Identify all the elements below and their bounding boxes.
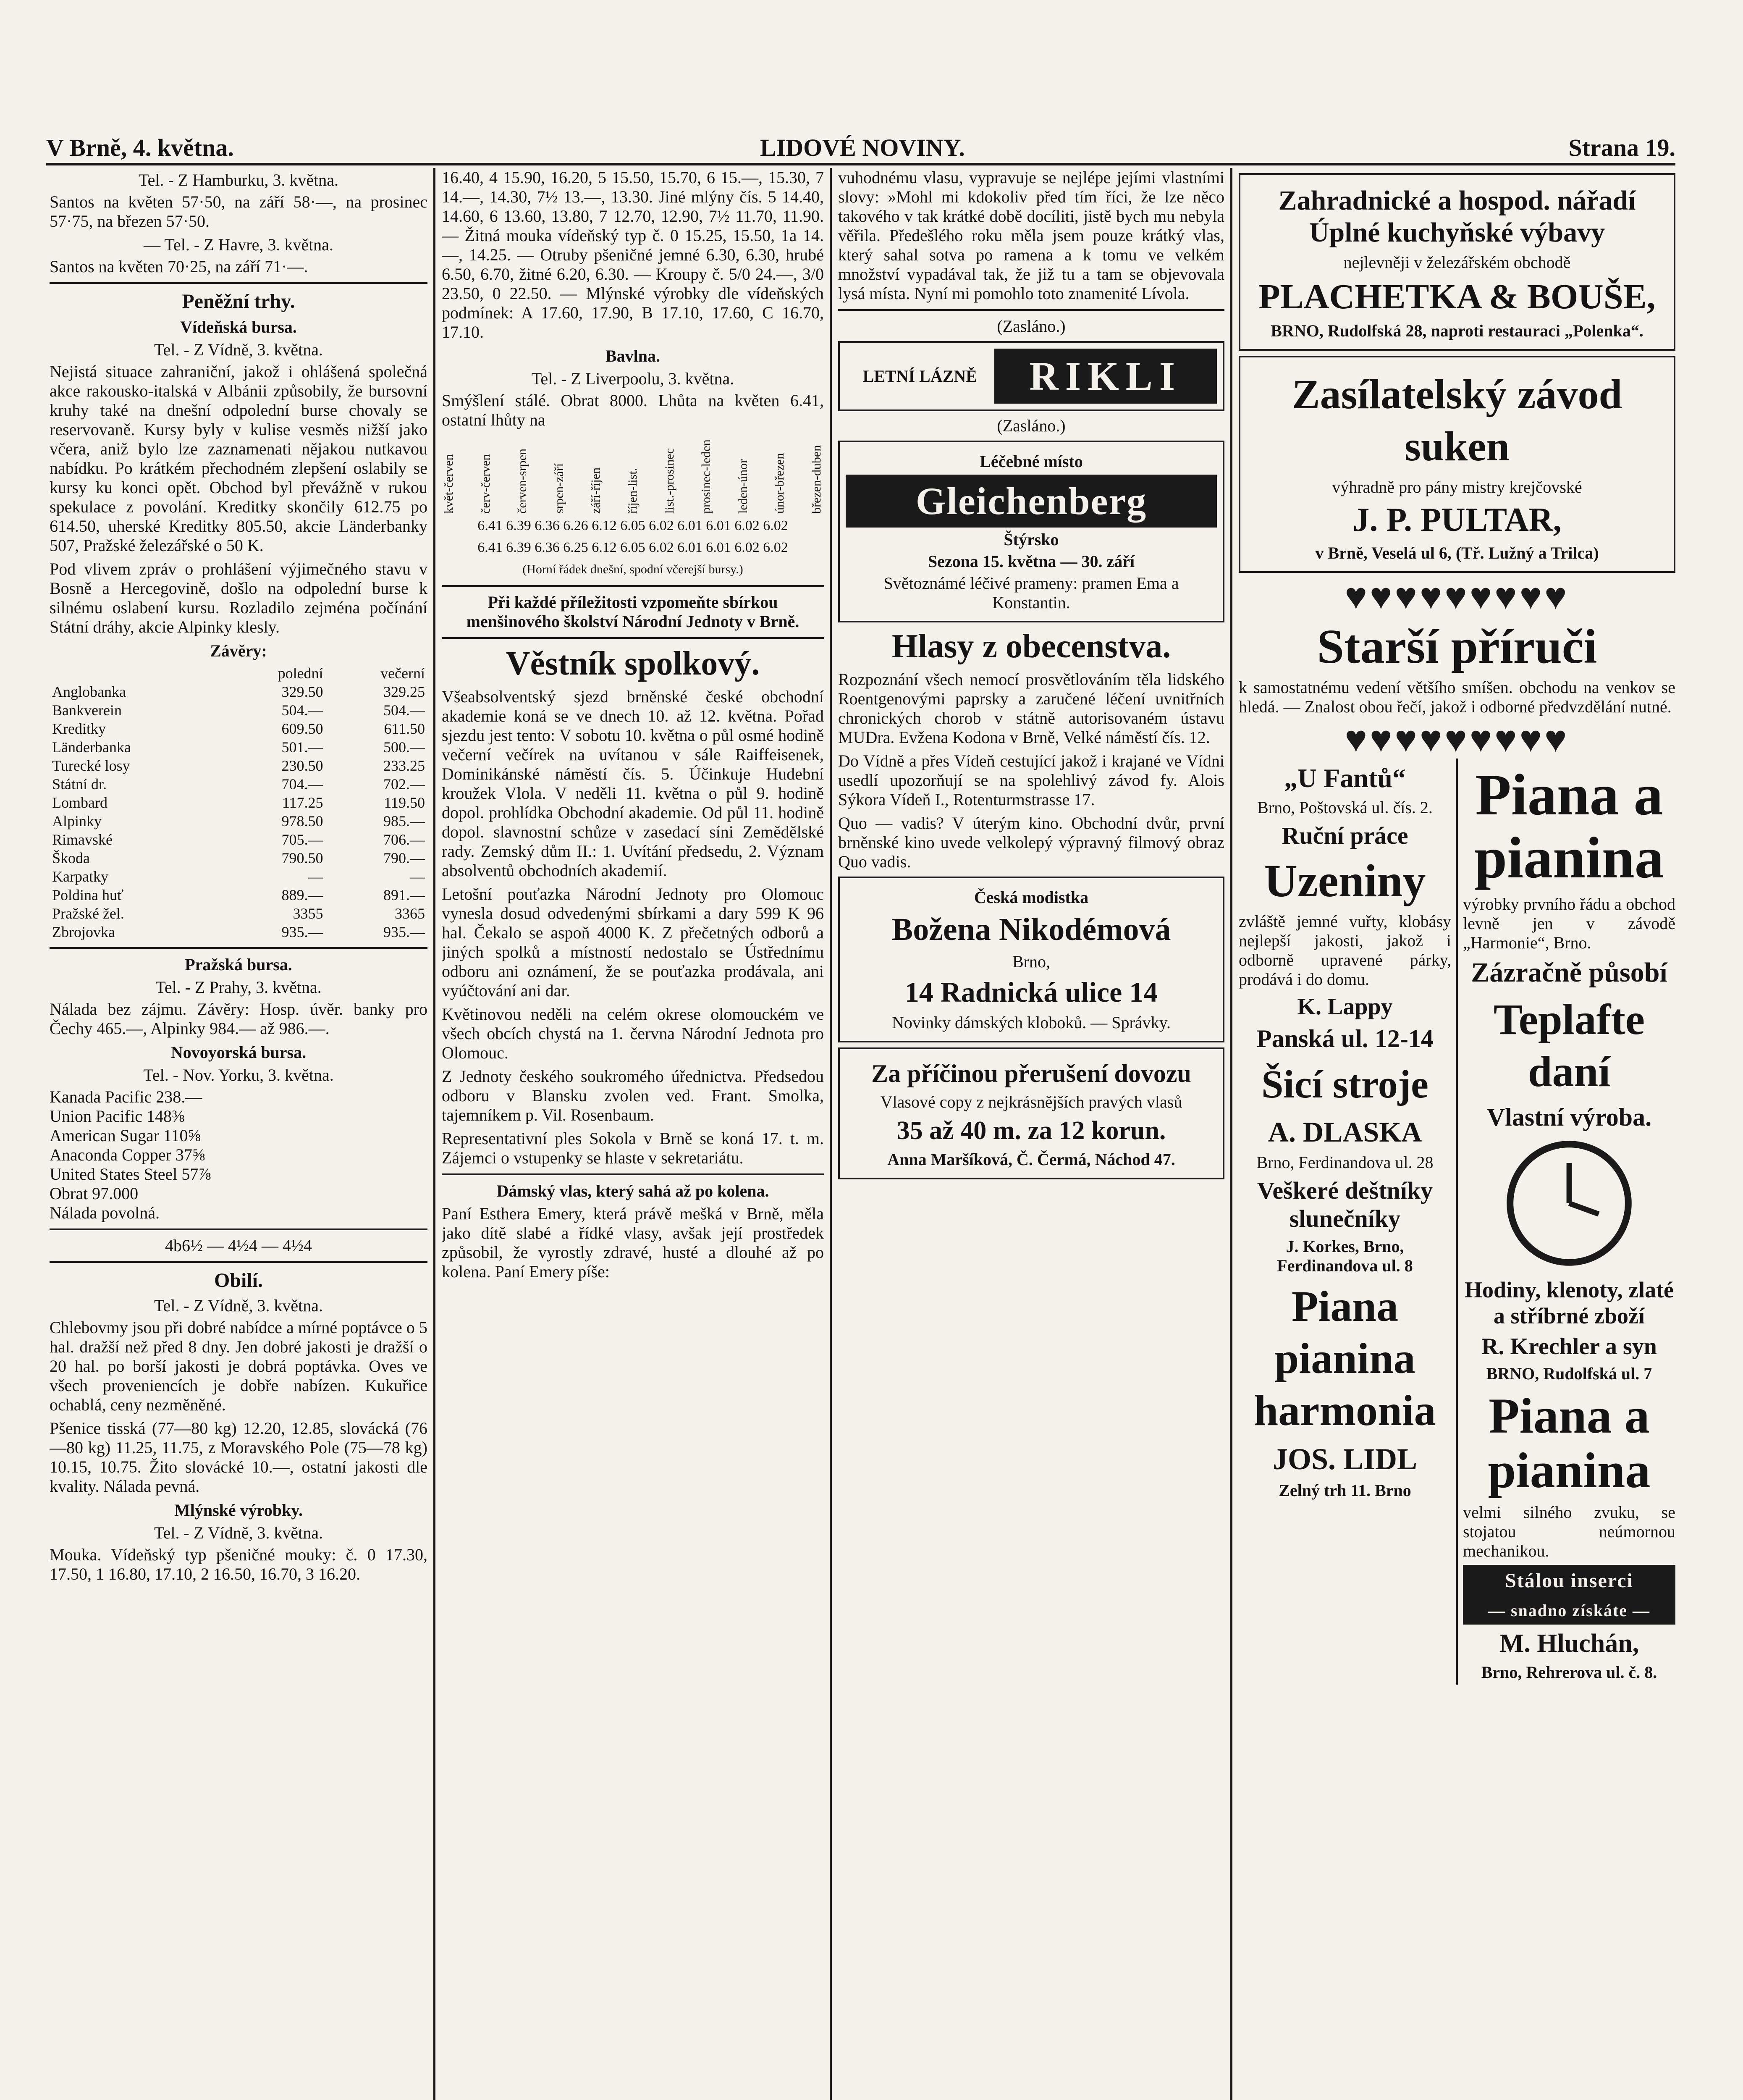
ad-text: Brno,	[1012, 952, 1050, 971]
list-item: Kanada Pacific 238.—	[50, 1087, 202, 1106]
text-line: Santos na květen 70·25, na září 71·—.	[50, 257, 308, 276]
article-paragraph: Smýšlení stálé. Obrat 8000. Lhůta na květen 6.41, ostatní lhůty na	[442, 391, 824, 429]
ad-text: nejlevněji v železářském obchodě	[1343, 253, 1571, 272]
list-item: American Sugar 110⅝	[50, 1126, 201, 1145]
section-title: Hlasy z obecenstva.	[891, 628, 1171, 665]
text-line: Santos na květen 57·50, na září 58·—, na prosinec 57·75, na březen 57·50.	[50, 192, 427, 231]
subheading: Mlýnské výrobky.	[174, 1501, 303, 1520]
zaslano-label: (Zasláno.)	[997, 317, 1066, 336]
ad-text: Světoznámé léčivé prameny: pramen Ema a Konstantin.	[883, 574, 1179, 612]
table-row	[50, 812, 427, 830]
subheading: Novoyorská bursa.	[170, 1043, 307, 1062]
ad-big: Piana pianina harmonia	[1254, 1282, 1436, 1435]
ad-title: „U Fantů“	[1284, 763, 1406, 793]
table-cell: 504.—	[281, 702, 323, 719]
cotton-month-label: říjen-list.	[625, 467, 640, 514]
table-header-row	[50, 664, 427, 682]
clock-icon	[1463, 1136, 1675, 1273]
table-cell: 609.50	[281, 720, 323, 737]
inserce-strip: — snadno získáte —	[1463, 1596, 1675, 1625]
cotton-month-label: červen-srpen	[515, 449, 529, 514]
table-row	[50, 719, 427, 738]
cotton-month-label: srpen-září	[552, 463, 566, 514]
table-cell: Rimavské	[52, 831, 113, 848]
table-cell: 891.—	[383, 887, 425, 903]
article-paragraph: Paní Esthera Emery, která právě mešká v Brně, měla jako dítě slabé a řídké vlasy, avšak její prostředek způsobil, že vyrostly zdravé, husté a dlouhé až po kolena. Paní Emery píše:	[442, 1204, 824, 1281]
table-cell: 119.50	[384, 794, 425, 811]
divider	[442, 637, 824, 639]
table-row	[50, 738, 427, 756]
table-cell: 233.25	[383, 757, 425, 774]
article-paragraph: Rozpoznání všech nemocí prosvětlováním těla lidského Roentgenovými paprsky a zaručené léčení uvnitřních chronických chorob v státně autorisovaném ústavu MUDra. Evžena Kodona v Brně, Velké náměstí čís. 12.	[838, 670, 1224, 747]
dateline: Tel. - Z Vídně, 3. května.	[154, 1523, 323, 1542]
ad-text: Vlasové copy z nejkrásnějších pravých vlasů	[880, 1092, 1182, 1111]
article-paragraph: Pšenice tisská (77—80 kg) 12.20, 12.85, slovácká (76—80 kg) 11.25, 11.75, z Moravského Pole (75—78 kg) 10.15, 10.75. Žito slovácké 10.—, ostatní jakosti dle kvality. Nálada pevná.	[50, 1419, 427, 1496]
ad-name: R. Krechler a syn	[1481, 1334, 1657, 1360]
rikli-ad	[838, 341, 1224, 411]
table-cell: 230.50	[281, 757, 323, 774]
spa-name: Gleichenberg	[846, 475, 1217, 528]
table-row	[50, 775, 427, 793]
page-number: Strana 19.	[1568, 134, 1675, 161]
cotton-month-label: leden-únor	[736, 459, 750, 514]
table-row	[50, 793, 427, 812]
table-row	[50, 682, 427, 701]
table-cell: 935.—	[383, 924, 425, 940]
divider	[50, 282, 427, 284]
table-cell: 790.—	[383, 850, 425, 866]
article-paragraph: Květinovou neděli na celém okrese olomouckém ve všech obcích chystá na 1. června Národní Jednota pro Olomouc.	[442, 1005, 824, 1062]
column-1	[50, 168, 427, 2100]
ny-quotes-list	[50, 1087, 427, 1223]
hair-ad	[838, 1047, 1224, 1179]
ad-text: J. Korkes, Brno, Ferdinandova ul. 8	[1277, 1237, 1413, 1275]
ad-address: Panská ul. 12-14	[1256, 1025, 1434, 1053]
divider	[50, 947, 427, 949]
table-cell: Turecké losy	[52, 757, 130, 774]
table-cell: 501.—	[281, 739, 323, 756]
table-cell: 500.—	[383, 739, 425, 756]
header-rule	[46, 163, 1675, 165]
table-row	[50, 886, 427, 904]
ad-name: PLACHETKA & BOUŠE,	[1258, 277, 1656, 316]
article-paragraph: Všeabsolventský sjezd brněnské české obchodní akademie koná se ve dnech 10. až 12. května. Pořad sjezdu jest tento: V sobotu 10. května o půl osmé hodině večerní večírek na uvítanou v sále Raiffeisenek, Dominikánské náměstí čís. 5. Účinkuje Hudební kroužek Vlola. V neděli 11. května o půl 9. hodině dopol. prohlídka Obchodní akademie. Od půl 11. hodině dopol. slavnostní schůze v zasedací síni Zemědělské rady. Zemský dům II.: 1. Uvítání předsedu, 2. Význam absolventů obchodních akademií.	[442, 687, 824, 880]
ornament-border: ♥♥♥♥♥♥♥♥♥	[1345, 576, 1570, 617]
divider	[838, 309, 1224, 311]
ad-name: K. Lappy	[1297, 994, 1393, 1020]
divider	[442, 1173, 824, 1175]
list-item: Union Pacific 148⅜	[50, 1107, 185, 1126]
table-cell: 985.—	[383, 813, 425, 830]
list-item: United States Steel 57⅞	[50, 1165, 211, 1184]
table-row	[50, 756, 427, 775]
cotton-month-label: květ-červen	[442, 454, 456, 514]
ad-title: Hodiny, klenoty, zlaté a stříbrné zboží	[1464, 1277, 1674, 1328]
table-cell: Länderbanka	[52, 739, 131, 756]
ad-address: 14 Radnická ulice 14	[904, 976, 1158, 1008]
table-header-cell: večerní	[380, 665, 425, 682]
article-paragraph: Mouka. Vídeňský typ pšeničné mouky: č. 0 17.30, 17.50, 1 16.80, 17.10, 2 16.50, 16.70, 3 16.20.	[50, 1545, 427, 1583]
table-cell: 704.—	[281, 776, 323, 793]
text-line: Tel. - Z Hamburku, 3. května.	[139, 171, 338, 189]
ad-big: Teplafte daní	[1493, 995, 1645, 1096]
table-cell: 329.25	[383, 683, 425, 700]
subheading: Závěry:	[210, 641, 267, 660]
table-row	[50, 904, 427, 923]
table-cell: 706.—	[383, 831, 425, 848]
section-title: Věstník spolkový.	[506, 645, 760, 682]
ad-sub: Ruční práce	[1282, 822, 1408, 849]
section-title: Obilí.	[214, 1269, 263, 1292]
table-cell: 329.50	[281, 683, 323, 700]
article-paragraph: Z Jednoty českého soukromého úřednictva. Předsedou odboru v Blansku zvolen ved. Frant. Smolka, tajemníkem p. Vil. Rosenbaum.	[442, 1067, 824, 1124]
closing-prices-table	[50, 664, 427, 941]
zaslano-label: (Zasláno.)	[997, 416, 1066, 435]
list-item: Obrat 97.000	[50, 1184, 139, 1203]
subheading: Bavlna.	[605, 346, 661, 365]
ad-text: Zelný trh 11. Brno	[1279, 1481, 1411, 1500]
dateline: Tel. - Z Vídně, 3. května.	[154, 340, 323, 359]
spa-ad	[838, 441, 1224, 622]
ad-text: výhradně pro pány mistry krejčovské	[1332, 478, 1582, 496]
ad-text: velmi silného zvuku, se stojatou neúmornou mechanikou.	[1463, 1503, 1675, 1560]
ad-text: výrobky prvního řádu a obchod levně jen v závodě „Harmonie“, Brno.	[1463, 895, 1675, 952]
table-cell: Karpatky	[52, 868, 108, 885]
cotton-month-label: únor-březen	[773, 453, 787, 514]
column-3	[838, 168, 1224, 2100]
table-cell: 935.—	[281, 924, 323, 940]
ad-title: LETNÍ LÁZNĚ	[862, 367, 977, 386]
header-date: V Brně, 4. května.	[46, 134, 234, 161]
ad-text: Brno, Ferdinandova ul. 28	[1256, 1153, 1434, 1172]
ad-title: Vlastní výroba.	[1486, 1103, 1652, 1131]
modistka-ad	[838, 877, 1224, 1042]
cotton-month-label: březen-duben	[809, 445, 823, 514]
article-paragraph: Do Vídně a přes Vídeň cestující jakož i krajané ve Vídni usedlí upozorňují se na spolehlivý závod fy. Alois Sýkora Vídeň I., Rotenturmstrasse 17.	[838, 751, 1224, 809]
ad-text: Brno, Poštovská ul. čís. 2.	[1257, 798, 1433, 817]
ad-big: Šicí stroje	[1261, 1063, 1428, 1106]
ad-text: Sezona 15. května — 30. září	[928, 552, 1135, 571]
ad-text: k samostatnému vedení většího smíšen. obchodu na venkov se hledá. — Znalost obou řečí, jakož i odborné předvzdělání nutné.	[1239, 678, 1675, 716]
table-cell: 611.50	[384, 720, 425, 737]
table-cell: Poldina huť	[52, 887, 124, 903]
ad-title: Veškeré deštníky slunečníky	[1257, 1177, 1433, 1232]
list-item: Nálada povolná.	[50, 1203, 160, 1222]
cotton-month-labels	[442, 434, 824, 514]
ad-big-name: RIKLI	[994, 349, 1217, 404]
table-cell: Alpinky	[52, 813, 102, 830]
appeal-notice: Při každé příležitosti vzpomeňte sbírkou menšinového školství Národní Jednoty v Brně.	[466, 593, 799, 631]
ad-price: 35 až 40 m. za 12 korun.	[896, 1116, 1166, 1145]
cotton-month-label: září-říjen	[589, 467, 603, 514]
ad-text: Novinky dámských kloboků. — Správky.	[891, 1013, 1171, 1032]
table-cell: Bankverein	[52, 702, 122, 719]
cotton-row: 6.41 6.39 6.36 6.25 6.12 6.05 6.02 6.01 6.01 6.02 6.02	[477, 540, 788, 555]
ad-title: Starší příruči	[1317, 620, 1597, 674]
ad-text: v Brně, Veselá ul 6, (Tř. Lužný a Trilca)	[1315, 543, 1599, 562]
article-paragraph: Quo — vadis? V úterým kino. Obchodní dvůr, první brněnské kino uvede velkolepý výpravný filmový obraz Quo vadis.	[838, 814, 1224, 871]
table-header-cell	[50, 664, 222, 682]
article-paragraph: Pod vlivem zpráv o prohlášení výjimečného stavu v Bosně a Hercegovině, došlo na odpolední burse k silnému oslabení kursu. Rozladilo zejména počínání Státní dráhy, akcie Alpinky klesly.	[50, 559, 427, 636]
article-paragraph: Chlebovmy jsou při dobré nabídce a mírné poptávce o 5 hal. dražší než před 8 dny. Jen dobré jakosti je dražší o 20 hal. po borší jakosti je dobrá poptávka. Oves ve všech proveniencích je dobře nabízen. Kukuřice ochablá, ceny nezměněné.	[50, 1318, 427, 1414]
ad-big: Piana a pianina	[1474, 762, 1664, 890]
table-row	[50, 849, 427, 867]
dateline: Tel. - Z Liverpoolu, 3. května.	[531, 369, 734, 388]
table-cell: —	[410, 868, 425, 885]
pultar-ad	[1239, 356, 1675, 573]
ad-big: Uzeniny	[1264, 855, 1426, 906]
column-rule	[1230, 168, 1232, 2100]
ad-right	[1456, 759, 1675, 1685]
ad-big: Piana a pianina	[1488, 1388, 1651, 1498]
ad-text: Anna Maršíková, Č. Čermá, Náchod 47.	[887, 1150, 1175, 1169]
article-paragraph: 16.40, 4 15.90, 16.20, 5 15.50, 15.70, 6 15.—, 15.30, 7 14.—, 14.30, 7½ 13.—, 13.30. Jiné mlýny čís. 5 14.40, 14.60, 6 13.60, 13.80, 7 12.70, 12.90, 7½ 11.70, 11.90. — Žitná mouka vídeňský typ č. 0 15.25, 15.50, 1a 14.—, 14.25. — Otruby pšeničné jemné 6.30, 6.30, hrubé 6.50, 6.70, žitné 6.20, 6.30. — Kroupy č. 5/0 24.—, 3/0 23.50, 0 22.50. — Mlýnské výrobky dle vídeňských podmínek: A 17.60, 17.90, B 17.10, 17.60, C 16.70, 17.10.	[442, 168, 824, 341]
dateline: Tel. - Z Prahy, 3. května.	[155, 978, 322, 997]
ad-text: zvláště jemné vuřty, klobásy nejlepší jakosti, jakož i odborně upravené párky, prodává i do domu.	[1239, 912, 1451, 989]
table-cell: 3355	[293, 905, 323, 922]
table-cell: 978.50	[281, 813, 323, 830]
table-cell: —	[308, 868, 323, 885]
divider	[50, 1228, 427, 1230]
cotton-month-label: červ-červen	[478, 454, 493, 514]
ad-title: Zázračně působí	[1471, 957, 1667, 988]
ad-text: BRNO, Rudolfská ul. 7	[1486, 1364, 1652, 1383]
ad-name: Božena Nikodémová	[891, 912, 1171, 947]
subheading: Pražská bursa.	[185, 955, 292, 974]
column-rule	[830, 168, 832, 2100]
ad-title: Zasílatelský závod suken	[1292, 371, 1622, 470]
table-header-cell: polední	[278, 665, 323, 682]
ad-text: BRNO, Rudolfská 28, naproti restauraci „Polenka“.	[1271, 321, 1643, 340]
ad-title: Za příčinou přerušení dovozu	[871, 1060, 1191, 1087]
dateline: Tel. - Nov. Yorku, 3. května.	[143, 1066, 334, 1084]
table-row	[50, 701, 427, 719]
table-cell: Kreditky	[52, 720, 106, 737]
table-row	[50, 830, 427, 849]
ad-text: Brno, Rehrerova ul. č. 8.	[1481, 1663, 1657, 1682]
table-cell: 705.—	[281, 831, 323, 848]
page-header	[46, 134, 1675, 163]
table-cell: 504.—	[383, 702, 425, 719]
divider	[442, 585, 824, 587]
table-cell: Státní dr.	[52, 776, 107, 793]
table-cell: 117.25	[282, 794, 323, 811]
text-line: — Tel. - Z Havre, 3. května.	[144, 235, 333, 254]
ad-text: Štýrsko	[1004, 530, 1059, 549]
masthead-title: LIDOVÉ NOVINY.	[760, 134, 965, 161]
ornament-border: ♥♥♥♥♥♥♥♥♥	[1345, 719, 1570, 760]
list-item: Anaconda Copper 37⅝	[50, 1145, 205, 1164]
article-paragraph: Nálada bez zájmu. Závěry: Hosp. úvěr. banky pro Čechy 465.—, Alpinky 984.— až 986.—.	[50, 1000, 427, 1038]
cotton-row: 6.41 6.39 6.36 6.26 6.12 6.05 6.02 6.01 6.01 6.02 6.02	[477, 518, 788, 533]
rule-numbers: 4b6½ — 4½4 — 4½4	[165, 1236, 312, 1255]
ad-label: Léčebné místo	[980, 452, 1083, 471]
ad-title: Zahradnické a hospod. nářadí Úplné kuchyňské výbavy	[1278, 185, 1636, 248]
cotton-month-label: prosinec-leden	[699, 439, 713, 514]
table-cell: Pražské žel.	[52, 905, 124, 922]
section-title: Peněžní trhy.	[182, 290, 295, 312]
table-cell: 889.—	[281, 887, 323, 903]
column-rule	[433, 168, 435, 2100]
table-cell: 3365	[395, 905, 425, 922]
dateline: Tel. - Z Vídně, 3. května.	[154, 1296, 323, 1315]
cotton-note: (Horní řádek dnešní, spodní včerejší bursy.)	[522, 562, 743, 576]
article-paragraph: Representativní ples Sokola v Brně se koná 17. t. m. Zájemci o vstupenky se hlaste v sekretariátu.	[442, 1129, 824, 1167]
ad-title: Česká modistka	[974, 888, 1089, 907]
table-cell: 702.—	[383, 776, 425, 793]
ad-left	[1239, 759, 1456, 1685]
column-2	[442, 168, 824, 2100]
table-row	[50, 867, 427, 886]
ad-name: J. P. PULTAR,	[1352, 501, 1562, 538]
cotton-month-label: list.-prosinec	[662, 448, 676, 514]
ad-name: M. Hluchán,	[1499, 1629, 1639, 1658]
table-cell: Škoda	[52, 850, 90, 866]
table-row	[50, 923, 427, 941]
divider	[50, 1261, 427, 1263]
article-paragraph: Nejistá situace zahraniční, jakož i ohlášená společná akce rakousko-italská v Albánii způsobily, že bursovní kruhy také na dnešní odpolední burse chovaly se reservovaně. Kursy byly v kulise vesměs nižší jako včera, aniž bylo lze zaznamenati nějakou nutkavou nabídku. Po krátkém přechodném zlepšení oslabily se kursy ku konci opět. Obchod byl převážně v rukou spekulace z povolání. Kreditky skončily 612.75 po 614.50, uherské Kreditky 805.50, akcie Länderbanky 507, Pražské železářské o 50 K.	[50, 362, 427, 555]
ad-row	[1239, 759, 1675, 1685]
article-paragraph: Letošní pouťazka Národní Jednoty pro Olomouc vynesla dosud odvedenými sbírkami a dary 599 K 96 hal. Čekalo se aspoň 4000 K. Z přečetných odborů a jiných spolků a místností nedostalo se Ústřednímu odboru ani oznámení, že se pouťazka prodávala, ani vyúčtování ani dar.	[442, 885, 824, 1000]
table-cell: Anglobanka	[52, 683, 126, 700]
inserce-strip: Stálou inserci	[1463, 1565, 1675, 1596]
ad-name: JOS. LIDL	[1272, 1442, 1418, 1476]
ad-name: A. DLASKA	[1268, 1116, 1422, 1148]
article-paragraph: vuhodnému vlasu, vypravuje se nejlépe jejími vlastními slovy: »Mohl mi kdokoliv před tím říci, že lze něco takového v tak krátké době docíliti, jistě bych mu nebyla věřila. Předešlého roku měla jsem pouze krátký vlas, který sahal sotva po ramena a k tomu ve velkém množství vypadával tak, že již tu a tam se objevovala lysá místa. Nyní mi pomohlo toto znamenité Lívola.	[838, 168, 1224, 303]
subheading: Vídeňská bursa.	[180, 318, 297, 336]
table-cell: Zbrojovka	[52, 924, 115, 940]
ad-title: Dámský vlas, který sahá až po kolena.	[496, 1181, 769, 1200]
plachetka-ad	[1239, 173, 1675, 351]
column-4	[1239, 168, 1675, 2100]
table-cell: 790.50	[281, 850, 323, 866]
table-cell: Lombard	[52, 794, 107, 811]
